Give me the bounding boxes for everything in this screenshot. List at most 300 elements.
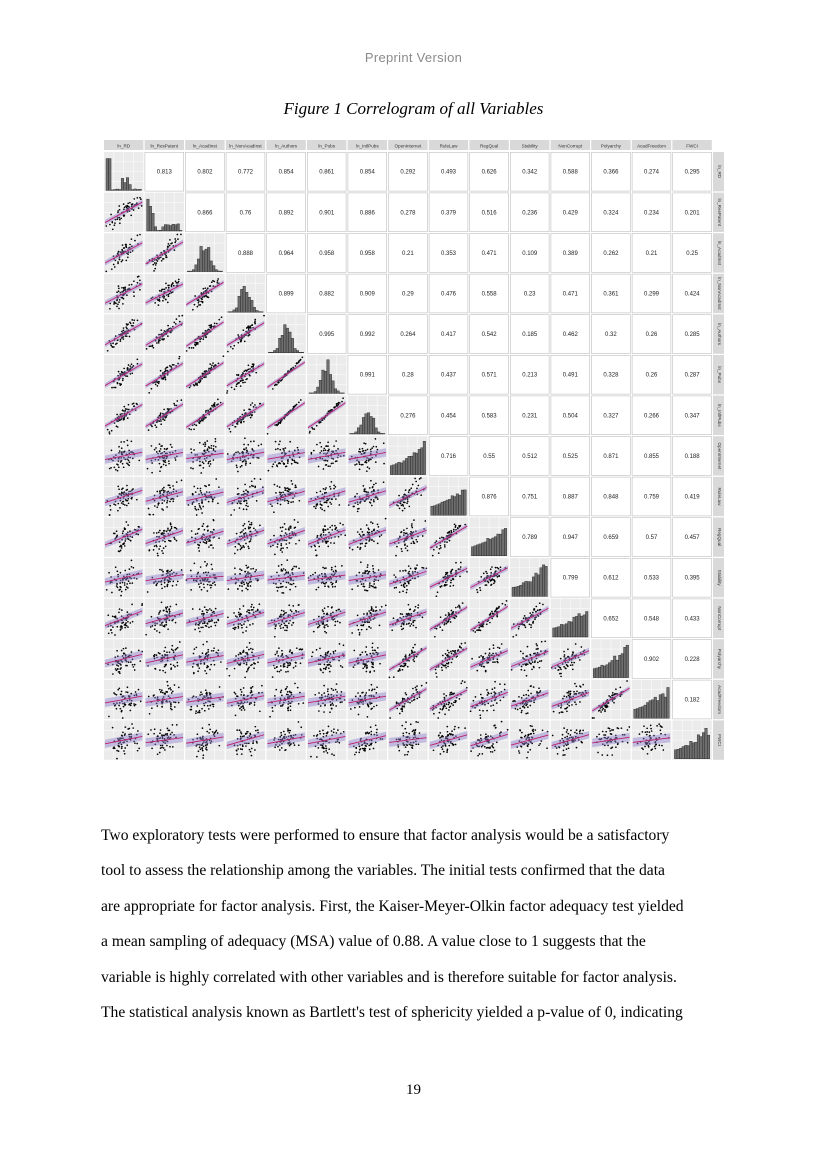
scatter-point [402, 570, 404, 572]
scatter-point [202, 467, 204, 469]
scatter-point [194, 295, 196, 297]
scatter-point [163, 490, 165, 492]
scatter-point [193, 486, 195, 488]
scatter-point [449, 540, 451, 542]
scatter-point [407, 572, 409, 574]
scatter-point [148, 514, 150, 516]
scatter-point [357, 546, 359, 548]
scatter-point [129, 622, 131, 624]
corr-value: 0.429 [562, 210, 578, 217]
scatter-point [440, 547, 442, 549]
scatter-point [273, 511, 275, 513]
scatter-point [112, 228, 114, 230]
scatter-point [324, 631, 326, 633]
scatter-point [155, 264, 157, 266]
scatter-point [194, 304, 196, 306]
histogram-bar [487, 538, 490, 555]
scatter-point [357, 531, 359, 533]
histogram-bar [431, 506, 434, 515]
scatter-point [159, 491, 161, 493]
scatter-point [323, 488, 325, 490]
scatter-point [290, 527, 292, 529]
scatter-point [399, 570, 401, 572]
scatter-point [246, 500, 248, 502]
scatter-point [112, 615, 114, 617]
scatter-point [490, 572, 492, 574]
scatter-point [119, 589, 121, 591]
scatter-point [330, 488, 332, 490]
scatter-point [325, 542, 327, 544]
corr-value: 0.882 [319, 291, 335, 298]
scatter-point [163, 530, 165, 532]
scatter-point [281, 610, 283, 612]
corr-value: 0.504 [562, 413, 578, 420]
scatter-point [137, 276, 139, 278]
scatter-point [249, 524, 251, 526]
scatter-point [366, 629, 368, 631]
scatter-point [120, 587, 122, 589]
scatter-point [331, 567, 333, 569]
scatter-point [203, 443, 205, 445]
scatter-point [156, 584, 158, 586]
scatter-point [486, 623, 488, 625]
scatter-point [403, 532, 405, 534]
scatter-point [118, 251, 120, 253]
scatter-point [165, 283, 167, 285]
scatter-point [123, 466, 125, 468]
scatter-point [315, 507, 317, 509]
scatter-point [295, 461, 297, 463]
scatter-point [214, 323, 216, 325]
scatter-point [164, 288, 166, 290]
scatter-point [291, 463, 293, 465]
scatter-point [116, 570, 118, 572]
scatter-point [128, 404, 130, 406]
histogram-bar [360, 425, 363, 434]
scatter-point [128, 538, 130, 540]
histogram-bar [350, 434, 353, 435]
scatter-point [232, 348, 234, 350]
scatter-point [118, 371, 120, 373]
scatter-point [118, 612, 120, 614]
scatter-point [237, 342, 239, 344]
scatter-point [393, 574, 395, 576]
scatter-point [166, 531, 168, 533]
scatter-point [167, 570, 169, 572]
scatter-point [295, 543, 297, 545]
scatter-point [369, 487, 371, 489]
scatter-point [163, 409, 165, 411]
histogram-bar [494, 537, 497, 556]
scatter-point [352, 506, 354, 508]
scatter-point [450, 530, 452, 532]
scatter-point [255, 372, 257, 374]
scatter-point [373, 446, 375, 448]
scatter-point [243, 491, 245, 493]
scatter-point [280, 548, 282, 550]
corr-value: 0.909 [359, 291, 375, 298]
scatter-point [161, 601, 163, 603]
scatter-point [172, 585, 174, 587]
scatter-point [334, 525, 336, 527]
scatter-point [254, 404, 256, 406]
scatter-point [407, 550, 409, 552]
scatter-point [284, 629, 286, 631]
histogram-bar [147, 199, 150, 231]
scatter-point [287, 462, 289, 464]
scatter-point [313, 631, 315, 633]
scatter-point [280, 545, 282, 547]
scatter-point [399, 591, 401, 593]
scatter-point [173, 403, 175, 405]
scatter-point [127, 417, 129, 419]
scatter-point [491, 566, 493, 568]
scatter-point [193, 347, 195, 349]
scatter-point [172, 485, 174, 487]
scatter-point [451, 569, 453, 571]
scatter-point [251, 402, 253, 404]
histogram-bar [205, 249, 208, 271]
scatter-point [323, 626, 325, 628]
scatter-point [167, 527, 169, 529]
scatter-point [406, 592, 408, 594]
corr-value: 0.533 [643, 575, 660, 582]
corr-value: 0.274 [643, 169, 660, 176]
scatter-point [324, 501, 326, 503]
scatter-point [167, 628, 169, 630]
scatter-point [293, 460, 295, 462]
scatter-point [252, 568, 254, 570]
scatter-point [208, 368, 210, 370]
scatter-point [133, 280, 135, 282]
scatter-point [329, 526, 331, 528]
scatter-point [209, 584, 211, 586]
scatter-point [371, 505, 373, 507]
scatter-point [131, 319, 133, 321]
scatter-point [236, 383, 238, 385]
scatter-point [335, 498, 337, 500]
scatter-point [171, 242, 173, 244]
scatter-point [123, 247, 125, 249]
scatter-point [395, 587, 397, 589]
scatter-point [412, 622, 414, 624]
scatter-point [369, 468, 371, 470]
scatter-point [247, 583, 249, 585]
histogram-bar [436, 505, 439, 515]
scatter-point [145, 634, 147, 636]
corr-value: 0.342 [522, 169, 538, 176]
scatter-point [200, 301, 202, 303]
scatter-point [324, 585, 326, 587]
histogram-bar [542, 565, 545, 597]
scatter-point [117, 470, 119, 472]
scatter-point [169, 611, 171, 613]
scatter-point [490, 568, 492, 570]
scatter-point [119, 608, 121, 610]
scatter-point [159, 443, 161, 445]
scatter-point [190, 429, 192, 431]
scatter-point [202, 627, 204, 629]
histogram-bar [228, 312, 231, 313]
scatter-point [480, 576, 482, 578]
scatter-point [277, 448, 279, 450]
scatter-point [210, 587, 212, 589]
column-label: NonCorrupt [558, 143, 583, 149]
corr-value: 0.353 [440, 250, 457, 257]
scatter-point [260, 478, 262, 480]
corr-value: 0.958 [359, 250, 375, 257]
histogram-bar [233, 310, 236, 312]
scatter-point [155, 447, 157, 449]
histogram-bar [136, 189, 139, 190]
histogram-bar [398, 462, 401, 474]
scatter-point [152, 514, 154, 516]
corr-value: 0.26 [645, 332, 658, 339]
scatter-point [325, 449, 327, 451]
scatter-point [334, 624, 336, 626]
scatter-point [276, 384, 278, 386]
scatter-point [398, 495, 400, 497]
scatter-point [497, 576, 499, 578]
scatter-point [415, 606, 417, 608]
scatter-point [400, 625, 402, 627]
scatter-point [151, 616, 153, 618]
histogram-bar [403, 461, 406, 475]
histogram-bar [248, 297, 251, 312]
scatter-point [159, 463, 161, 465]
scatter-point [335, 621, 337, 623]
histogram-bar [319, 380, 322, 393]
scatter-point [131, 363, 133, 365]
scatter-point [111, 632, 113, 634]
scatter-point [504, 604, 506, 606]
scatter-point [279, 449, 281, 451]
scatter-point [110, 509, 112, 511]
scatter-point [279, 486, 281, 488]
scatter-point [251, 485, 253, 487]
scatter-point [278, 587, 280, 589]
scatter-point [203, 541, 205, 543]
scatter-point [458, 604, 460, 606]
scatter-point [171, 528, 173, 530]
scatter-point [218, 319, 220, 321]
corr-value: 0.525 [562, 453, 578, 460]
scatter-point [122, 501, 124, 503]
scatter-point [209, 363, 211, 365]
scatter-point [240, 340, 242, 342]
scatter-point [124, 545, 126, 547]
scatter-point [111, 222, 113, 224]
scatter-point [120, 383, 122, 385]
scatter-point [118, 258, 120, 260]
scatter-point [371, 606, 373, 608]
corr-value: 0.57 [645, 535, 658, 542]
scatter-point [432, 555, 434, 557]
histogram-bar [301, 352, 304, 353]
scatter-point [211, 405, 213, 407]
scatter-point [124, 410, 126, 412]
scatter-point [449, 585, 451, 587]
scatter-point [400, 531, 402, 533]
histogram-bar [177, 224, 180, 231]
scatter-point [178, 279, 180, 281]
scatter-point [200, 508, 202, 510]
scatter-point [126, 505, 128, 507]
scatter-point [474, 631, 476, 633]
row-label: ln_IntlPubs [716, 403, 722, 427]
histogram-bar [502, 530, 505, 556]
scatter-point [129, 202, 131, 204]
correlogram [102, 140, 724, 760]
scatter-point [177, 580, 179, 582]
scatter-point [326, 502, 328, 504]
scatter-point [252, 623, 254, 625]
scatter-point [163, 625, 165, 627]
scatter-point [129, 461, 131, 463]
scatter-point [410, 542, 412, 544]
scatter-point [161, 502, 163, 504]
scatter-point [221, 316, 223, 318]
scatter-point [160, 290, 162, 292]
scatter-point [199, 465, 201, 467]
histogram-bar [433, 506, 436, 515]
scatter-point [232, 627, 234, 629]
corr-value: 0.612 [603, 575, 619, 582]
scatter-point [166, 506, 168, 508]
scatter-point [362, 485, 364, 487]
scatter-point [282, 526, 284, 528]
scatter-point [360, 547, 362, 549]
scatter-point [236, 385, 238, 387]
scatter-point [217, 502, 219, 504]
scatter-point [313, 450, 315, 452]
scatter-point [211, 281, 213, 283]
corr-value: 0.813 [156, 169, 172, 176]
scatter-point [240, 466, 242, 468]
scatter-point [157, 555, 159, 557]
scatter-point [156, 342, 158, 344]
histogram-bar [121, 178, 124, 190]
scatter-point [123, 419, 125, 421]
scatter-point [130, 440, 132, 442]
scatter-point [408, 604, 410, 606]
scatter-point [151, 472, 153, 474]
scatter-point [112, 626, 114, 628]
scatter-point [251, 524, 253, 526]
scatter-point [233, 509, 235, 511]
corr-value: 0.789 [522, 535, 538, 542]
scatter-point [447, 532, 449, 534]
column-label: ln_IntlPubs [355, 143, 379, 149]
scatter-point [331, 481, 333, 483]
scatter-point [109, 514, 111, 516]
scatter-point [283, 568, 285, 570]
scatter-point [154, 505, 156, 507]
corr-value: 0.395 [684, 575, 700, 582]
scatter-point [117, 382, 119, 384]
scatter-point [173, 488, 175, 490]
scatter-point [402, 510, 404, 512]
scatter-point [375, 446, 377, 448]
scatter-point [162, 488, 164, 490]
scatter-point [154, 545, 156, 547]
scatter-point [173, 364, 175, 366]
scatter-point [422, 535, 424, 537]
histogram-bar [410, 456, 413, 474]
row-label: OpenInternet [716, 442, 722, 470]
scatter-point [131, 284, 133, 286]
scatter-point [162, 552, 164, 554]
scatter-point [207, 448, 209, 450]
corr-value: 0.892 [278, 210, 294, 217]
scatter-point [402, 504, 404, 506]
scatter-point [379, 625, 381, 627]
scatter-point [249, 527, 251, 529]
scatter-point [446, 541, 448, 543]
scatter-point [415, 539, 417, 541]
scatter-point [127, 375, 129, 377]
scatter-point [367, 590, 369, 592]
column-label: OpenInternet [394, 143, 422, 149]
corr-value: 0.389 [562, 250, 578, 257]
scatter-point [130, 214, 132, 216]
histogram-bar [284, 325, 287, 353]
scatter-point [153, 549, 155, 551]
scatter-point [206, 590, 208, 592]
scatter-point [323, 582, 325, 584]
scatter-point [227, 351, 229, 353]
scatter-point [212, 280, 214, 282]
scatter-point [123, 441, 125, 443]
scatter-point [240, 385, 242, 387]
scatter-point [455, 607, 457, 609]
histogram-bar [532, 577, 535, 596]
scatter-point [175, 323, 177, 325]
scatter-point [404, 508, 406, 510]
histogram-bar [329, 374, 332, 393]
scatter-point [211, 564, 213, 566]
scatter-point [200, 488, 202, 490]
scatter-point [416, 541, 418, 543]
histogram-bar [337, 391, 340, 394]
scatter-point [153, 347, 155, 349]
scatter-point [245, 489, 247, 491]
scatter-point [169, 487, 171, 489]
histogram-bar [512, 587, 515, 596]
scatter-point [292, 622, 294, 624]
histogram-bar [545, 566, 548, 596]
scatter-point [194, 506, 196, 508]
scatter-point [250, 441, 252, 443]
scatter-point [249, 486, 251, 488]
scatter-point [124, 627, 126, 629]
scatter-point [245, 565, 247, 567]
scatter-point [368, 610, 370, 612]
scatter-point [171, 569, 173, 571]
scatter-point [371, 539, 373, 541]
scatter-point [271, 505, 273, 507]
scatter-point [176, 481, 178, 483]
scatter-point [323, 468, 325, 470]
histogram-bar [200, 246, 203, 271]
scatter-point [357, 503, 359, 505]
scatter-point [446, 623, 448, 625]
scatter-point [334, 566, 336, 568]
scatter-point [121, 547, 123, 549]
corr-value: 0.109 [522, 250, 538, 257]
scatter-point [276, 572, 278, 574]
scatter-point [129, 582, 131, 584]
